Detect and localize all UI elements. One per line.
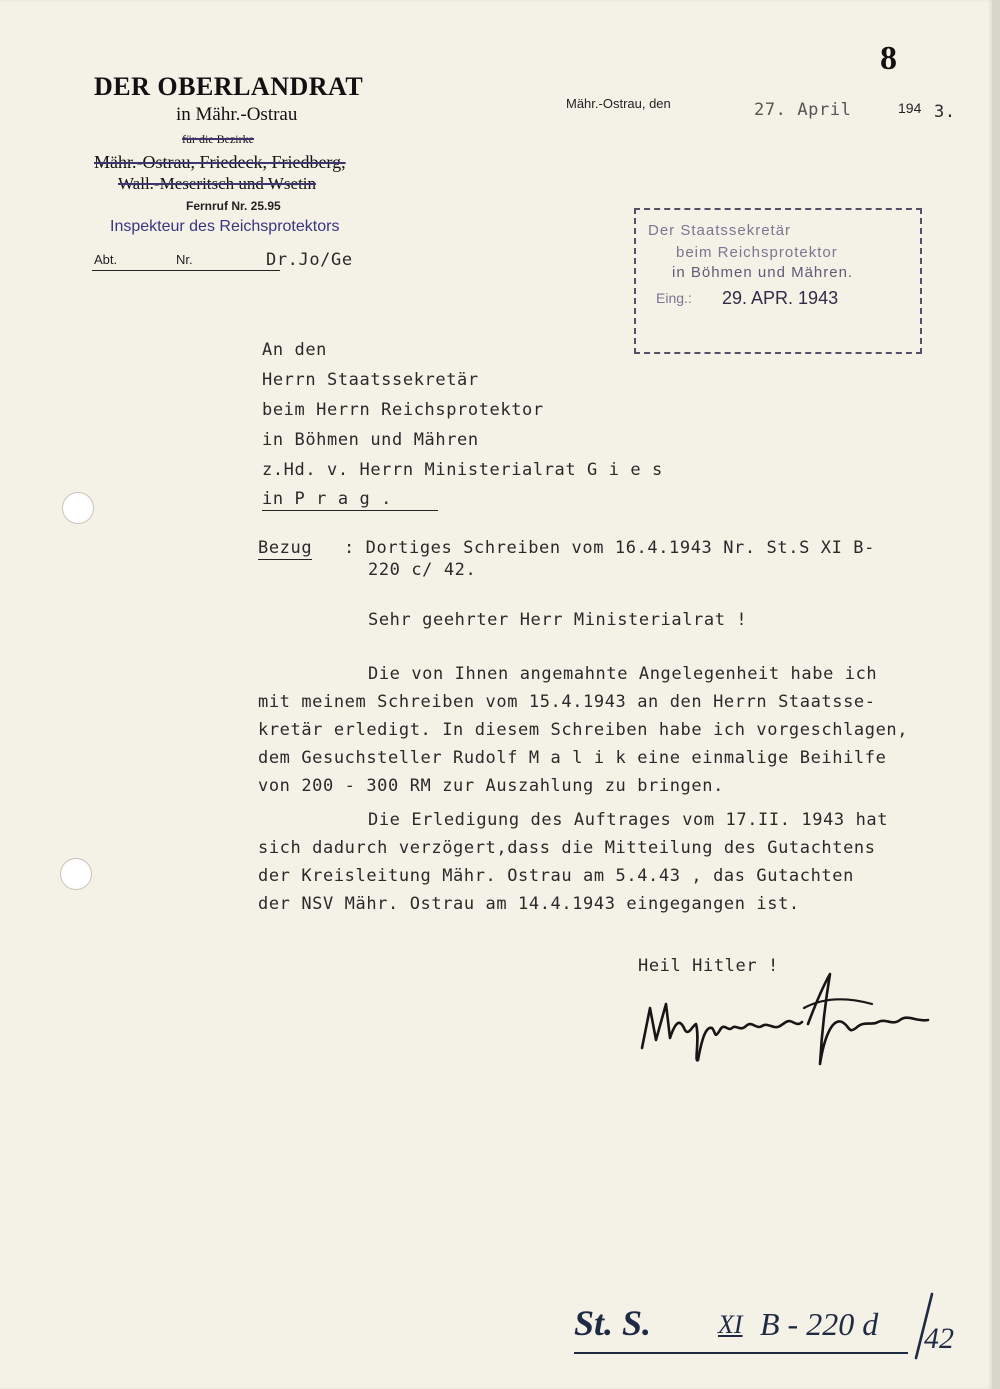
body-line: Die von Ihnen angemahnte Angelegenheit habe ich bbox=[368, 664, 878, 684]
subject-label: Bezug bbox=[258, 538, 313, 558]
districts-line-1: Mähr.-Ostrau, Friedeck, Friedberg, bbox=[94, 152, 346, 172]
districts-line-2: Wall.-Meseritsch und Wsetin bbox=[118, 174, 317, 193]
punch-hole-bottom bbox=[60, 858, 92, 890]
file-note-suffix: B - 220 d bbox=[760, 1306, 879, 1342]
page-number: 8 bbox=[880, 40, 897, 77]
stamp-eing-label: Eing.: bbox=[656, 290, 692, 306]
body-line: von 200 - 300 RM zur Auszahlung zu bringen. bbox=[258, 776, 724, 796]
punch-hole-top bbox=[62, 492, 94, 524]
closing: Heil Hitler ! bbox=[638, 956, 779, 976]
file-note-underline bbox=[574, 1352, 908, 1354]
body-line: Die Erledigung des Auftrages vom 17.II. 1943 hat bbox=[368, 810, 889, 830]
file-note-prefix: St. S. bbox=[574, 1303, 652, 1343]
dateline-date: 27. April bbox=[754, 100, 852, 120]
stamp-line-3: in Böhmen und Mähren. bbox=[672, 264, 854, 281]
file-note-roman: XI bbox=[718, 1310, 743, 1339]
recipient-line: beim Herrn Reichsprotektor bbox=[262, 400, 544, 420]
letterhead-title: DER OBERLANDRAT bbox=[94, 72, 364, 101]
page-edge bbox=[992, 0, 1000, 1389]
body-line: sich dadurch verzögert,dass die Mitteilung des Gutachtens bbox=[258, 838, 876, 858]
dateline-year-suffix: 3. bbox=[934, 102, 956, 122]
body-line: der NSV Mähr. Ostrau am 14.4.1943 eingegangen ist. bbox=[258, 894, 800, 914]
subject-line-2: 220 c/ 42. bbox=[368, 560, 477, 580]
reference-code: Dr.Jo/Ge bbox=[266, 250, 353, 270]
signature bbox=[636, 968, 936, 1078]
letterhead-location: in Mähr.-Ostrau bbox=[176, 104, 298, 125]
salutation: Sehr geehrter Herr Ministerialrat ! bbox=[368, 610, 748, 630]
stamp-line-1: Der Staatssekretär bbox=[648, 222, 792, 239]
dateline-year-prefix: 194 bbox=[898, 100, 922, 116]
body-line: mit meinem Schreiben vom 15.4.1943 an den Herrn Staatsse- bbox=[258, 692, 876, 712]
subject-line-1: : Dortiges Schreiben vom 16.4.1943 Nr. St.S XI B- bbox=[344, 538, 875, 558]
abt-label: Abt. bbox=[94, 252, 118, 267]
phone-number: Fernruf Nr. 25.95 bbox=[186, 199, 281, 213]
stamp-line-2: beim Reichsprotektor bbox=[676, 244, 838, 261]
body-line: dem Gesuchsteller Rudolf M a l i k eine einmalige Beihilfe bbox=[258, 748, 887, 768]
body-line: kretär erledigt. In diesem Schreiben habe ich vorgeschlagen, bbox=[258, 720, 909, 740]
receipt-stamp bbox=[634, 208, 922, 354]
recipient-city: in P r a g . bbox=[262, 489, 438, 511]
stamp-eing-date: 29. APR. 1943 bbox=[722, 288, 839, 308]
dateline-place: Mähr.-Ostrau, den bbox=[566, 96, 671, 111]
file-note-year: 42 bbox=[924, 1322, 954, 1355]
recipient-line: An den bbox=[262, 340, 328, 360]
inspector-stamp: Inspekteur des Reichsprotektors bbox=[110, 218, 340, 235]
reference-rule bbox=[92, 270, 280, 271]
recipient-line: z.Hd. v. Herrn Ministerialrat G i e s bbox=[262, 460, 663, 480]
recipient-line: in Böhmen und Mähren bbox=[262, 430, 479, 450]
recipient-line: Herrn Staatssekretär bbox=[262, 370, 479, 390]
district-label: für die Bezirke bbox=[182, 132, 254, 146]
body-line: der Kreisleitung Mähr. Ostrau am 5.4.43 , das Gutachten bbox=[258, 866, 854, 886]
nr-label: Nr. bbox=[176, 252, 193, 267]
